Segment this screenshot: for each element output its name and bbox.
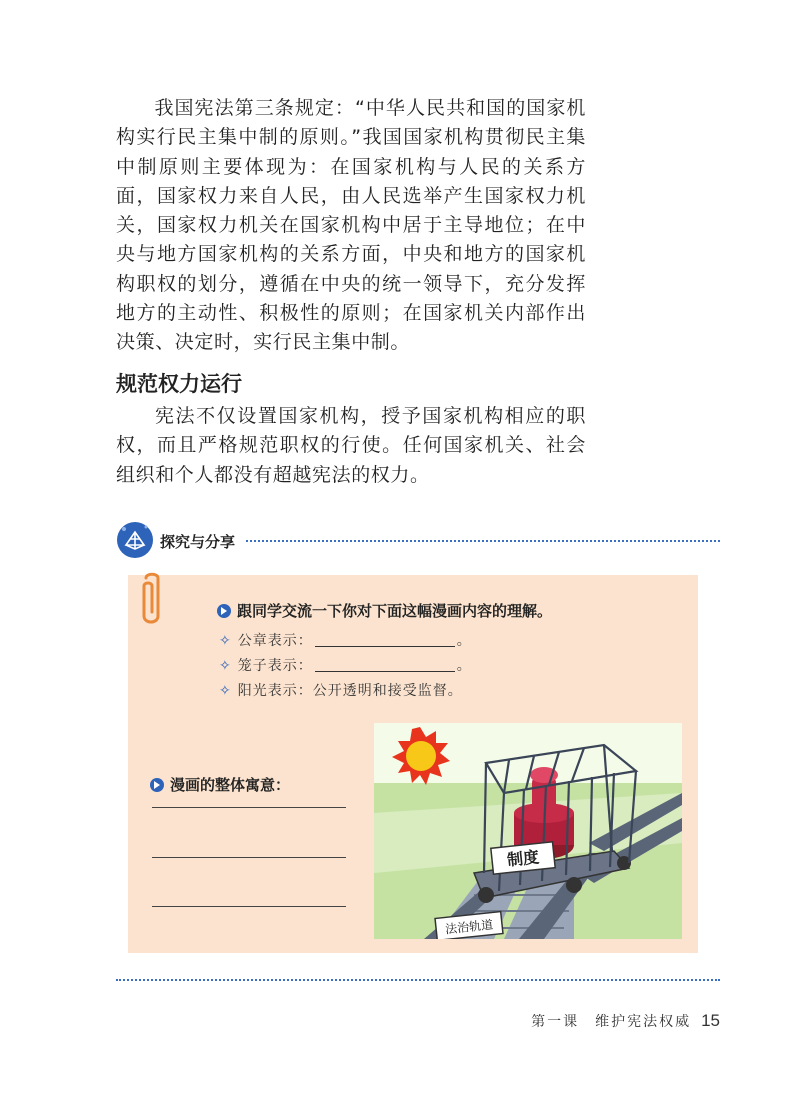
play-bullet-icon bbox=[217, 604, 231, 618]
dotted-divider-top bbox=[246, 540, 720, 542]
body-paragraph-regulate-power bbox=[116, 402, 586, 490]
activity-title: 探究与分享 bbox=[160, 533, 236, 551]
answer-blank[interactable] bbox=[315, 671, 455, 672]
item-label: 笼子表示： bbox=[237, 658, 313, 674]
diamond-bullet-icon: ✧ bbox=[219, 633, 232, 649]
item-suffix: 。 bbox=[456, 633, 472, 649]
paragraph-text: 宪法不仅设置国家机构，授予国家机构相应的职权，而且严格规范职权的行使。任何国家机关、社会组织和个人都没有超越宪法的权力。 bbox=[116, 405, 586, 486]
dotted-divider-bottom bbox=[116, 979, 720, 981]
overall-meaning-label bbox=[150, 774, 290, 795]
cage-sign-text: 制度 bbox=[506, 847, 540, 870]
track-sign-text: 法治轨道 bbox=[444, 917, 494, 937]
meaning-text: 漫画的整体寓意： bbox=[170, 776, 291, 794]
answer-line-1[interactable] bbox=[152, 807, 346, 808]
item-seal bbox=[219, 630, 472, 650]
page-number: 15 bbox=[701, 1011, 720, 1030]
item-suffix: 。 bbox=[456, 658, 472, 674]
prompt-text: 跟同学交流一下你对下面这幅漫画内容的理解。 bbox=[237, 602, 553, 620]
answer-line-3[interactable] bbox=[152, 906, 346, 907]
paragraph-text: 我国宪法第三条规定：“中华人民共和国的国家机构实行民主集中制的原则。”我国国家机构贯彻民主集中制原则主要体现为：在国家机构与人民的关系方面，国家权力来自人民，由人民选举产生国家权力机关，国家权力机关在国家机构中居于主导地位；在中央与地方国家机构的关系方面，中央和地方的国家机构职权的划分，遵循在中央的统一领导下，充分发挥地方的主动性、积极性的原则；在国家机关内部作出决策、决定时，实行民主集中制。 bbox=[116, 97, 586, 354]
diamond-bullet-icon: ✧ bbox=[219, 683, 232, 699]
item-cage bbox=[219, 655, 472, 675]
answer-line-2[interactable] bbox=[152, 857, 346, 858]
item-sunlight bbox=[219, 680, 463, 700]
diamond-bullet-icon: ✧ bbox=[219, 658, 232, 674]
paperclip-icon bbox=[134, 572, 168, 628]
item-label: 阳光表示：公开透明和接受监督。 bbox=[237, 683, 463, 699]
chapter-title: 第一课 维护宪法权威 bbox=[531, 1014, 692, 1030]
explore-share-badge-icon bbox=[116, 521, 154, 559]
item-label: 公章表示： bbox=[237, 633, 313, 649]
body-paragraph-constitution-article-3 bbox=[116, 94, 586, 358]
page-footer bbox=[531, 1011, 720, 1031]
cartoon-seal-in-cage-on-track bbox=[374, 723, 682, 939]
activity-prompt bbox=[217, 600, 552, 621]
answer-blank[interactable] bbox=[315, 646, 455, 647]
section-heading: 规范权力运行 bbox=[116, 372, 242, 396]
play-bullet-icon bbox=[150, 778, 164, 792]
